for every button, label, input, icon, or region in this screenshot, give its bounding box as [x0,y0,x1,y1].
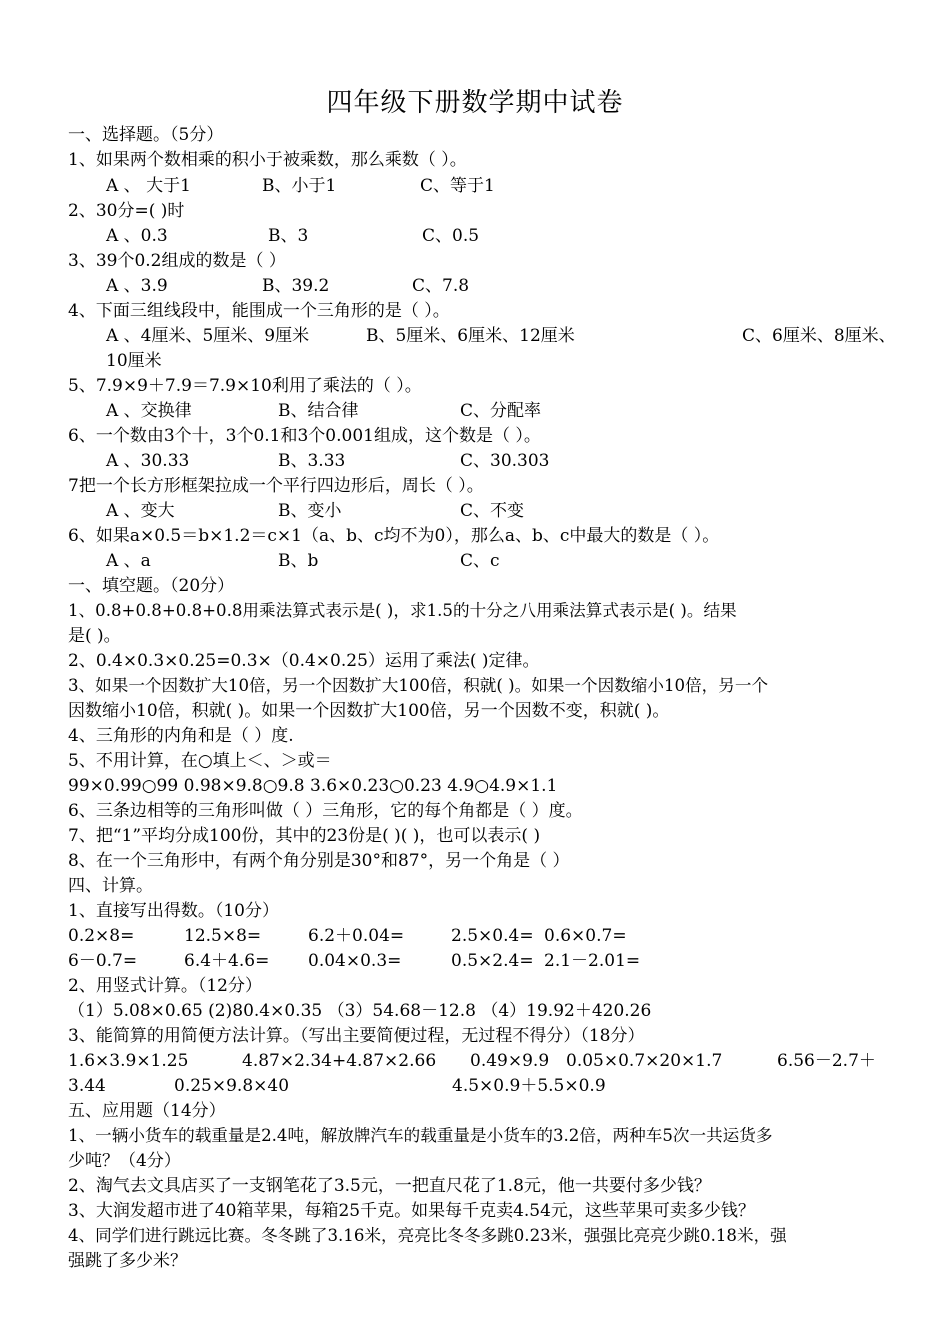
question-text: 5、不用计算，在○填上＜、＞或＝ [68,751,332,771]
calc-item: 2.1－2.01= [544,951,641,971]
calc-item: 12.5×8= [184,926,262,946]
question-text: 强跳了多少米？ [68,1251,187,1271]
question-text: 7把一个长方形框架拉成一个平行四边形后，周长（ ）。 [68,476,484,496]
option-a: A 、变大 [106,501,175,521]
option-a: A 、 大于1 [106,176,191,196]
question-text: 2、淘气去文具店买了一支钢笔花了3.5元，一把直尺花了1.8元，他一共要付多少钱？ [68,1176,711,1196]
section-fill-heading: 一、填空题。（20分） [68,576,235,596]
question-text: 因数缩小10倍，积就( )。如果一个因数扩大100倍，另一个因数不变，积就( )。 [68,701,670,721]
question-text: 是( )。 [68,626,121,646]
question-text: 4、下面三组线段中，能围成一个三角形的是（ ）。 [68,301,450,321]
option-b: B、结合律 [278,401,359,421]
question-text: 少吨？（4分） [68,1151,181,1171]
option-b: B、3 [268,226,309,246]
question-text: 2、30分=( )时 [68,201,185,221]
calc-item: 0.5×2.4= [451,951,534,971]
option-c: C、等于1 [420,176,495,196]
question-text: 3、39个0.2组成的数是（ ） [68,251,286,271]
calc-item: 0.2×8= [68,926,135,946]
option-a: A 、a [106,551,151,571]
question-text: 8、在一个三角形中，有两个角分别是30°和87°，另一个角是（ ） [68,851,570,871]
option-b: B、小于1 [262,176,337,196]
question-text: 1、直接写出得数。（10分） [68,901,279,921]
question-text: 3、大润发超市进了40箱苹果，每箱25千克。如果每千克卖4.54元，这些苹果可卖多少钱？ [68,1201,755,1221]
calc-item: 6.56－2.7＋ [777,1051,876,1071]
calc-item: 6－0.7= [68,951,138,971]
calc-item: 0.25×9.8×40 [174,1076,290,1096]
option-a: A 、交换律 [106,401,192,421]
calc-item: 2.5×0.4= [451,926,534,946]
calc-item: 0.49×9.9 [470,1051,550,1071]
option-c: C、7.8 [412,276,470,296]
section-calc-heading: 四、计算。 [68,876,153,896]
calc-item: 0.04×0.3= [308,951,402,971]
option-a: A 、4厘米、5厘米、9厘米 [106,326,310,346]
calc-item: 0.05×0.7×20×1.7 [566,1051,723,1071]
question-text: 6、三条边相等的三角形叫做（ ）三角形，它的每个角都是（ ）度。 [68,801,583,821]
calc-item: 3.44 [68,1076,106,1096]
question-text: 3、如果一个因数扩大10倍，另一个因数扩大100倍，积就( )。如果一个因数缩小10倍，另一个 [68,676,769,695]
question-text: 6、如果a×0.5＝b×1.2＝c×1（a、b、c均不为0），那么a、b、c中最大的数是（ ）。 [68,526,720,546]
option-c: C、30.303 [460,451,550,471]
option-b: B、3.33 [278,451,346,471]
option-c: C、0.5 [422,226,480,246]
option-b: B、变小 [278,501,342,521]
option-b: B、39.2 [262,276,330,296]
question-text: 4、同学们进行跳远比赛。冬冬跳了3.16米，亮亮比冬冬多跳0.23米，强强比亮亮少跳0.18米，强 [68,1226,787,1245]
option-a: A 、30.33 [106,451,190,471]
option-c: C、分配率 [460,401,542,421]
question-text: 4、三角形的内角和是（ ）度. [68,726,294,746]
question-text: 3、能简算的用简便方法计算。（写出主要简便过程，无过程不得分）（18分） [68,1026,645,1046]
question-text: 2、0.4×0.3×0.25=0.3×（0.4×0.25）运用了乘法( )定律。 [68,651,540,671]
question-text: 99×0.99○99 0.98×9.8○9.8 3.6×0.23○0.23 4.9○4.9×1.1 [68,776,558,796]
question-text: （1）5.08×0.65 (2)80.4×0.35 （3）54.68－12.8 （4）19.92＋420.26 [68,1001,652,1021]
option-c: C、c [460,551,500,571]
option-c-continued: 10厘米 [106,351,162,371]
question-text: 2、用竖式计算。（12分） [68,976,262,996]
question-text: 6、一个数由3个十，3个0.1和3个0.001组成，这个数是（ ）。 [68,426,541,446]
question-text: 5、7.9×9＋7.9＝7.9×10利用了乘法的（ ）。 [68,376,422,396]
calc-item: 6.2＋0.04= [308,926,405,946]
option-b: B、b [278,551,319,571]
section-application-heading: 五、应用题（14分） [68,1101,226,1121]
question-text: 1、一辆小货车的载重量是2.4吨，解放牌汽车的载重量是小货车的3.2倍，两种车5次一共运货多 [68,1126,773,1145]
calc-item: 6.4＋4.6= [184,951,270,971]
calc-item: 1.6×3.9×1.25 [68,1051,189,1071]
calc-item: 4.87×2.34+4.87×2.66 [242,1051,437,1071]
calc-item: 4.5×0.9＋5.5×0.9 [452,1076,606,1096]
question-text: 1、0.8+0.8+0.8+0.8用乘法算式表示是( )，求1.5的十分之八用乘法算式表示是( )。结果 [68,601,737,620]
calc-item: 0.6×0.7= [544,926,627,946]
section-choice-heading: 一、选择题。（5分） [68,125,224,145]
option-b: B、5厘米、6厘米、12厘米 [366,326,575,346]
question-text: 7、把“1”平均分成100份，其中的23份是( )( )，也可以表示( ) [68,826,541,846]
question-text: 1、如果两个数相乘的积小于被乘数，那么乘数（ ）。 [68,150,467,170]
option-c: C、不变 [460,501,525,521]
option-c: C、6厘米、8厘米、 [742,326,896,346]
option-a: A 、0.3 [106,226,168,246]
option-a: A 、3.9 [106,276,168,296]
exam-title: 四年级下册数学期中试卷 [326,88,624,118]
